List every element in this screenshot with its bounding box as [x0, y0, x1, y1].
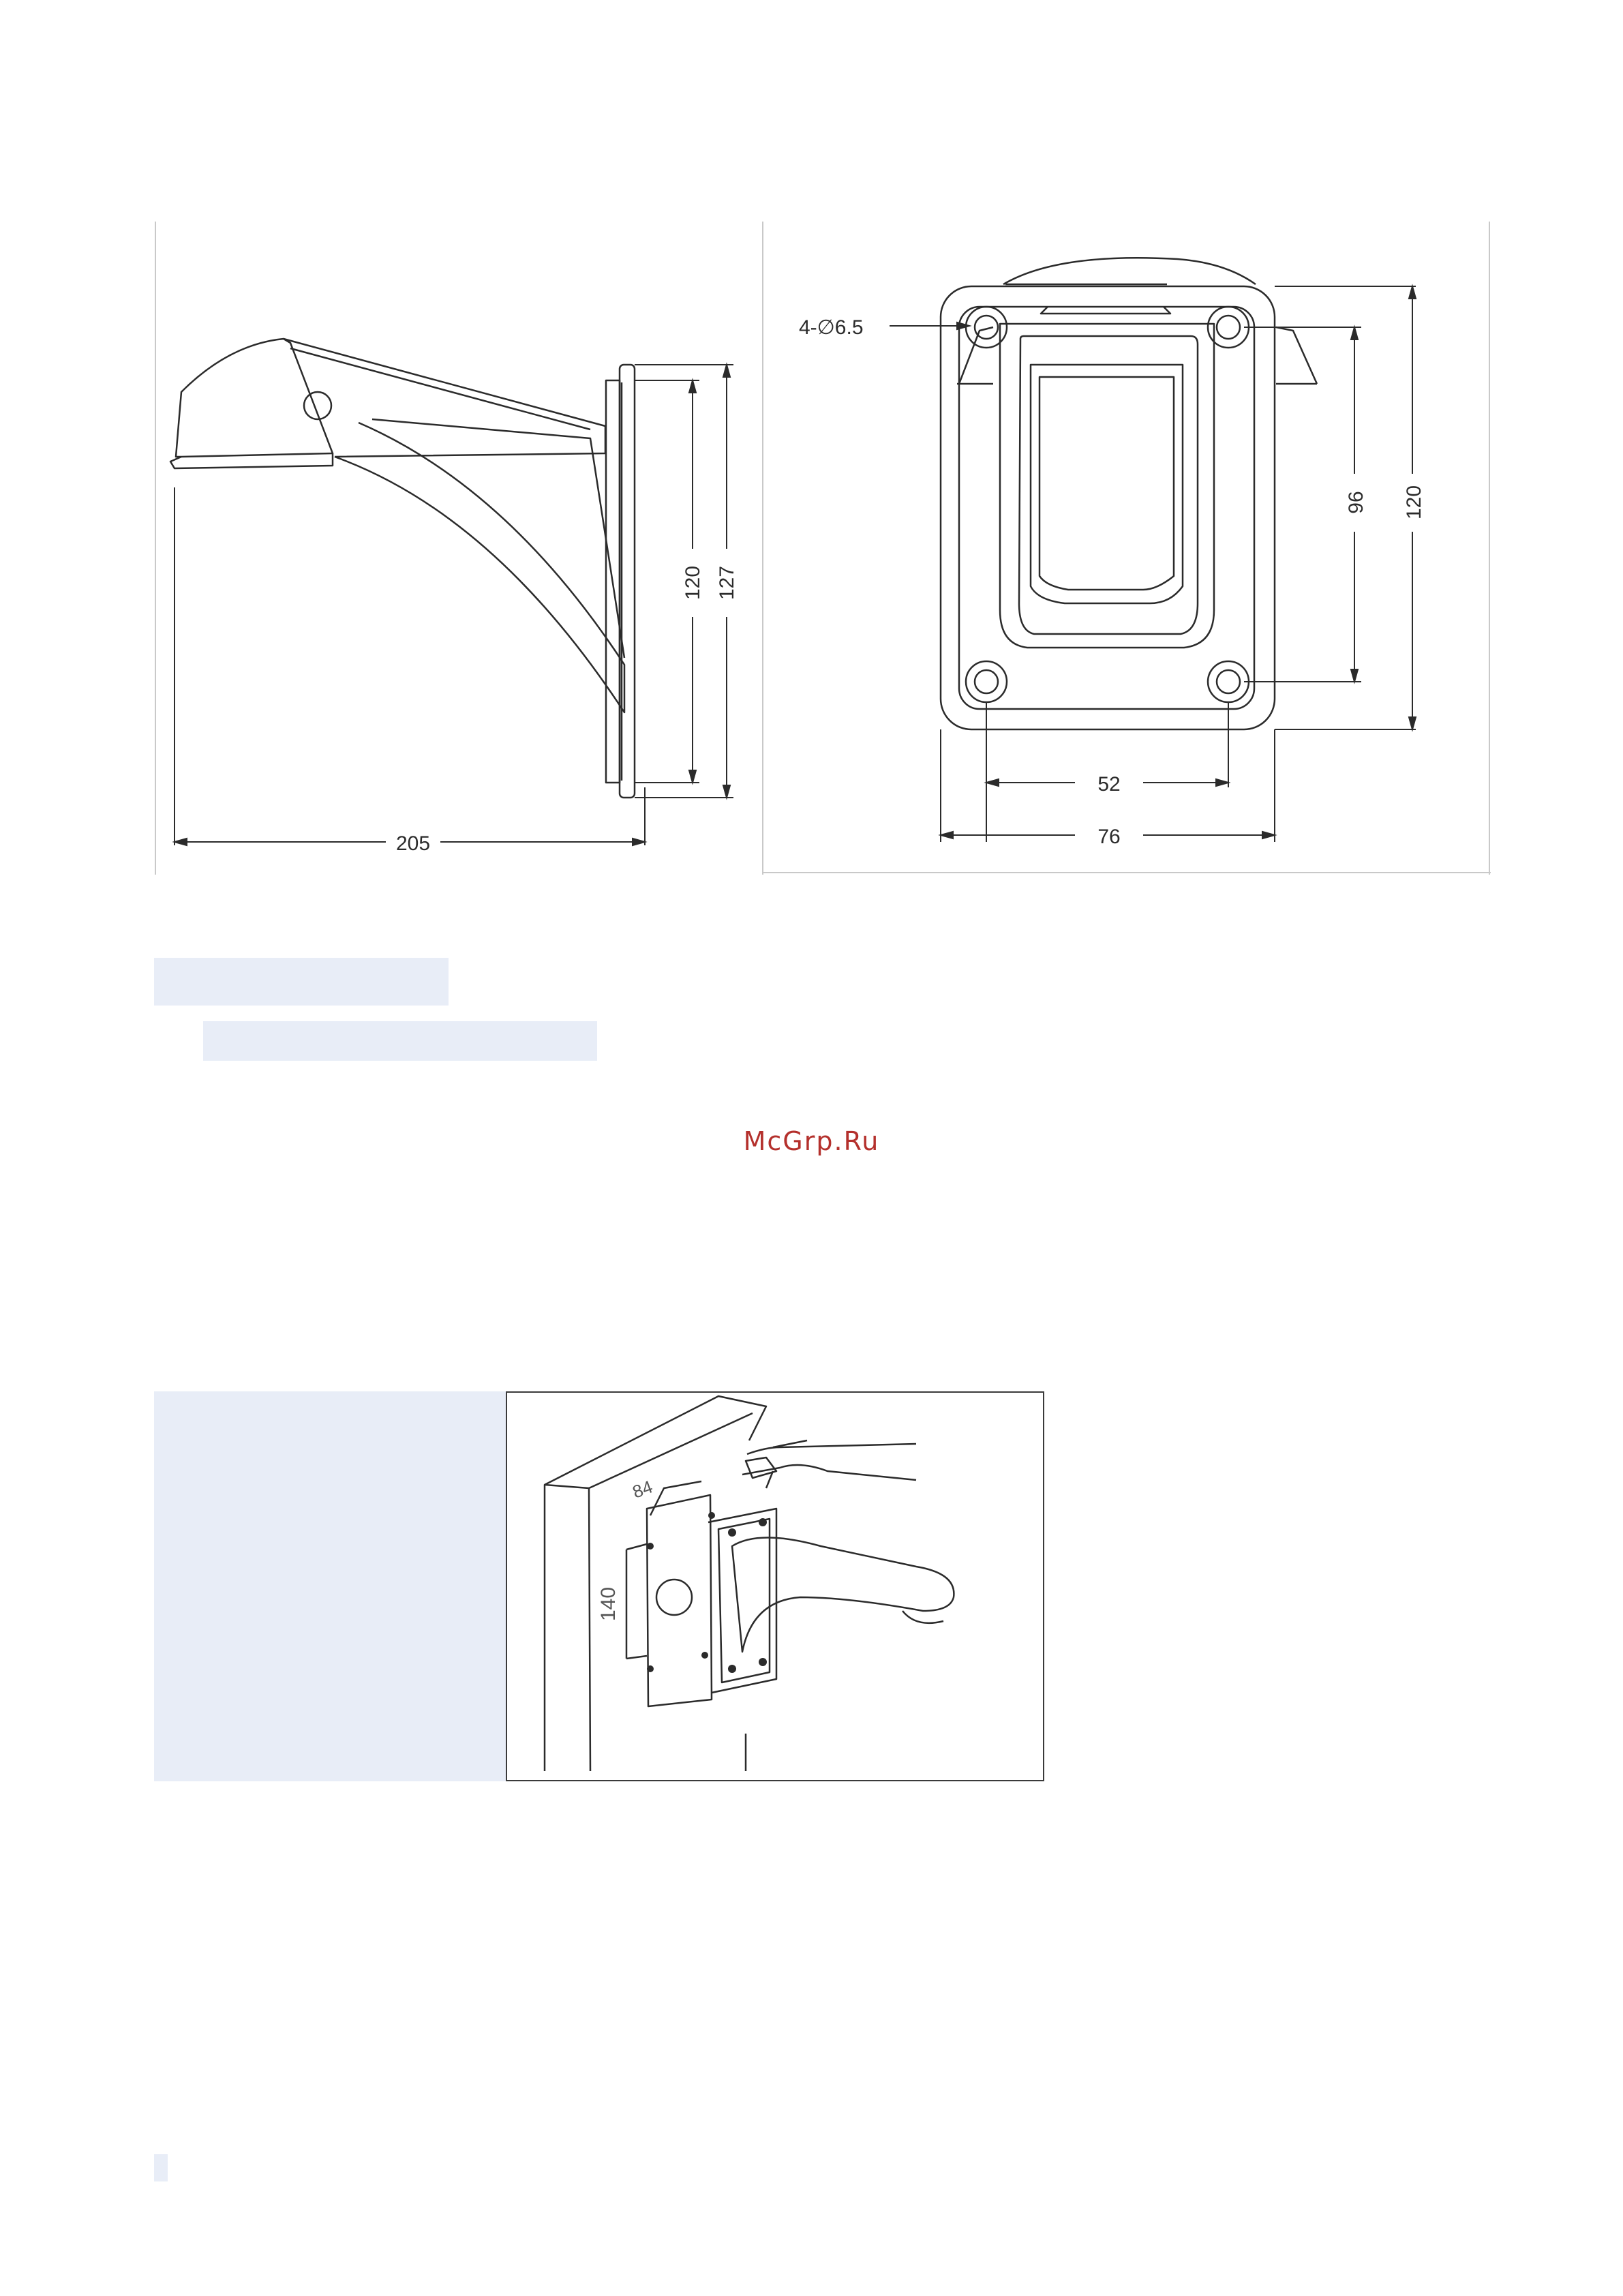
- bracket-front-view: [761, 222, 1491, 875]
- front-total-height-label: 120: [1403, 485, 1425, 520]
- bracket-side-view: [154, 222, 740, 875]
- front-hole-width-label: 52: [1097, 773, 1121, 796]
- front-hole-height-label: 96: [1345, 491, 1367, 514]
- side-width-label: 205: [395, 832, 431, 855]
- side-inner-height-label: 120: [682, 565, 704, 601]
- install-width-label: 84: [629, 1476, 656, 1502]
- hole-note-label: 4-∅6.5: [799, 316, 864, 339]
- side-outer-height-label: 127: [716, 565, 738, 601]
- page-marker: [154, 2154, 168, 2181]
- front-total-width-label: 76: [1097, 826, 1121, 848]
- installation-text-block: [154, 1391, 506, 1781]
- install-height-label: 140: [597, 1586, 620, 1622]
- subheading-block: [203, 1021, 597, 1061]
- installation-illustration: [506, 1391, 1044, 1781]
- section-heading-block: [154, 958, 449, 1006]
- watermark-text: McGrp.Ru: [743, 1126, 880, 1156]
